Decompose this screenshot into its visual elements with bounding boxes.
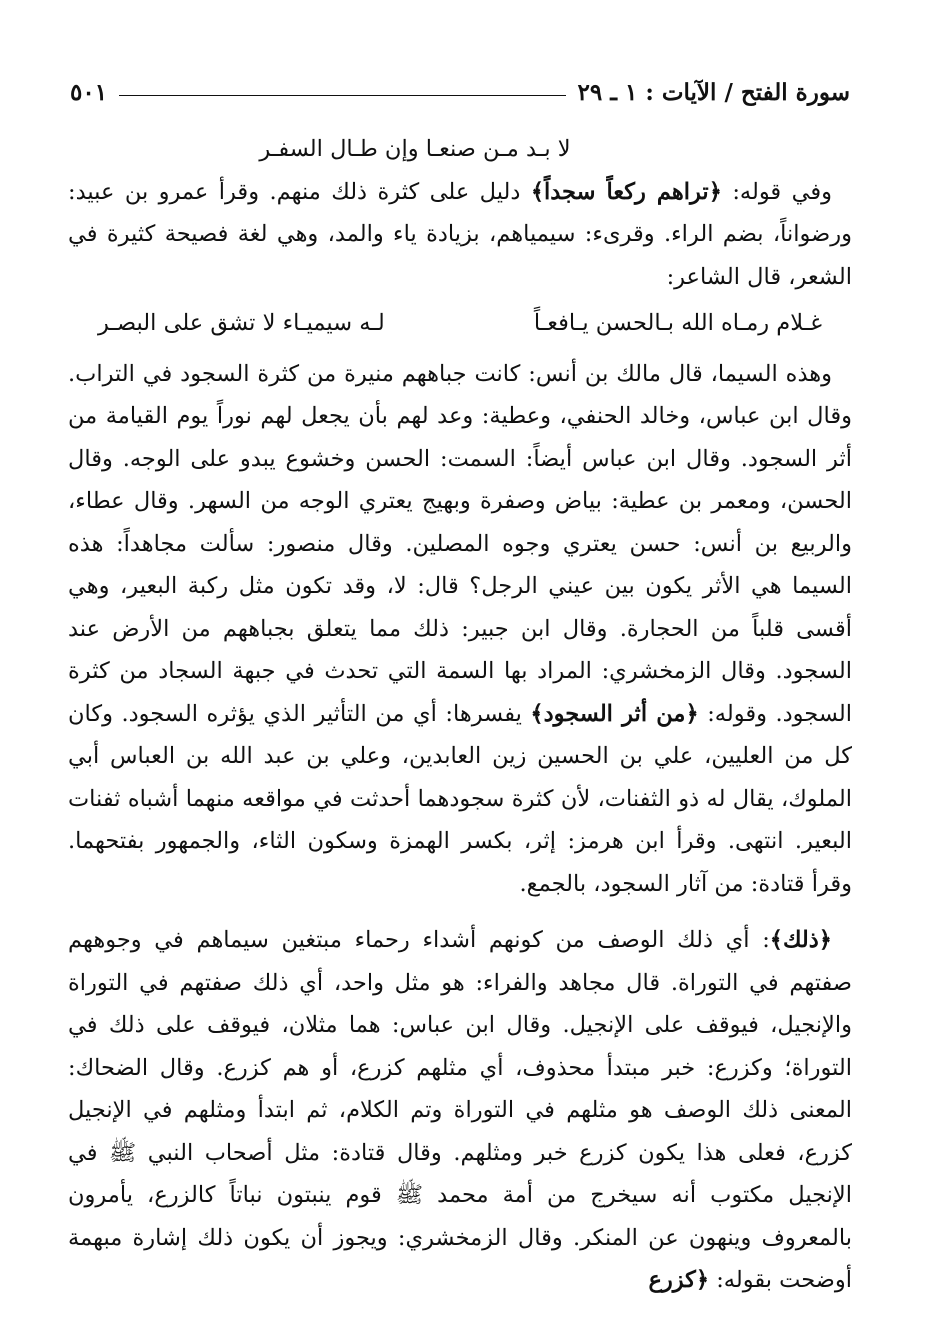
paragraph-2-text-a: وهذه السيما، قال مالك بن أنس: كانت جباههم منيرة من كثرة السجود في التراب. وقال ابن عباس، وخالد الحنفي، وعطية: وعد لهم بأن يجعل لهم نوراً يوم القيامة من أثر السجود. وقال ابن عباس أيضاً: السمت: الحسن وخشوع يبدو على الوجه. وقال الحسن، ومعمر بن عطية: بياض وصفرة وبهيج يعتري الوجه من السهر. وقال عطاء، والربيع بن أنس: حسن يعتري وجوه المصلين. وقال منصور: سألت مجاهداً: هذه السيما هي الأثر يكون بين عيني الرجل؟ قال: لا، وقد تكون مثل ركبة البعير، وهي أقسى قلباً من الحجارة. وقال ابن جبير: ذلك مما يتعلق بجباههم من الأرض عند السجود. وقال الزمخشري: المراد بها السمة التي تحدث في جبهة السجاد من كثرة السجود. وقوله: (68, 360, 853, 727)
paragraph-3-text: : أي ذلك الوصف من كونهم أشداء رحماء مبتغين سيماهم في وجوههم صفتهم في التوراة. قال مجاهد والفراء: هو مثل واحد، أي ذلك صفتهم في التوراة والإنجيل، فيوقف على الإنجيل. وقال ابن عباس: هما مثلان، فيوقف على ذلك في التوراة؛ وكزرع: خبر مبتدأ محذوف، أي مثلهم كزرع، أو هم كزرع. وقال الضحاك: المعنى ذلك الوصف هو مثلهم في التوراة وتم الكلام، ثم ابتدأ ومثلهم في الإنجيل كزرع، فعلى هذا يكون كزرع خبر ومثلهم. وقال قتادة: مثل أصحاب النبي ﷺ في الإنجيل مكتوب أنه سيخرج من أمة محمد ﷺ قوم ينبتون نباتاً كالزرع، يأمرون بالمعروف وينهون عن المنكر. وقال الزمخشري: ويجوز أن يكون ذلك إشارة مبهمة أوضحت بقوله: (68, 927, 852, 1293)
paragraph-1-intro: وفي قوله: (721, 178, 832, 205)
paragraph-gap (68, 905, 852, 919)
poem-first-hemistich: غـلام رمـاه الله بـالحسن يـافعـاً (533, 310, 822, 336)
paragraph-2-text-b: يفسرها: أي من التأثير الذي يؤثره السجود. وكان كل من العليين، علي بن الحسين زين العابدين، وعلي بن عبد الله بن العباس أبي الملوك، يقال له ذو الثفنات، لأن كثرة سجودهما أحدثت في مواقعه منهما أشباه ثفنات البعير. انتهى. وقرأ ابن هرمز: إثر، بكسر الهمزة وسكون الثاء، والجمهور بفتحهما. وقرأ قتادة: من آثار السجود، بالجمع. (68, 700, 852, 897)
verse-line: لا بـد مـن صنعـا وإن طـال السفـر (259, 136, 571, 162)
page-number: ٥٠١ (70, 78, 108, 106)
poem-couplet (68, 302, 852, 345)
surah-title: سورة الفتح / الآيات : ١ ـ ٢٩ (577, 78, 850, 106)
quran-quote-4: ﴿كزرع (648, 1267, 710, 1293)
page-body (68, 128, 852, 1302)
poem-second-hemistich: لـه سيميـاء لا تشق على البصـر (98, 310, 385, 336)
quran-quote-1: ﴿تراهم ركعاً سجداً﴾ (530, 178, 722, 205)
paragraph-1-text: دليل على كثرة ذلك منهم. وقرأ عمرو بن عبيد: ورضواناً، بضم الراء. وقرىء: سيمياهم، بزيادة ياء والمد، وهي لغة فصيحة كثيرة في الشعر، قال الشاعر: (68, 178, 852, 290)
paragraph-2 (68, 353, 852, 906)
quran-quote-3: ﴿ذلك﴾ (769, 927, 832, 953)
running-header (70, 72, 850, 112)
paragraph-1 (68, 171, 852, 299)
quran-quote-2: ﴿من أثر السجود﴾ (530, 700, 699, 727)
header-rule (119, 95, 565, 96)
paragraph-3 (68, 919, 852, 1302)
